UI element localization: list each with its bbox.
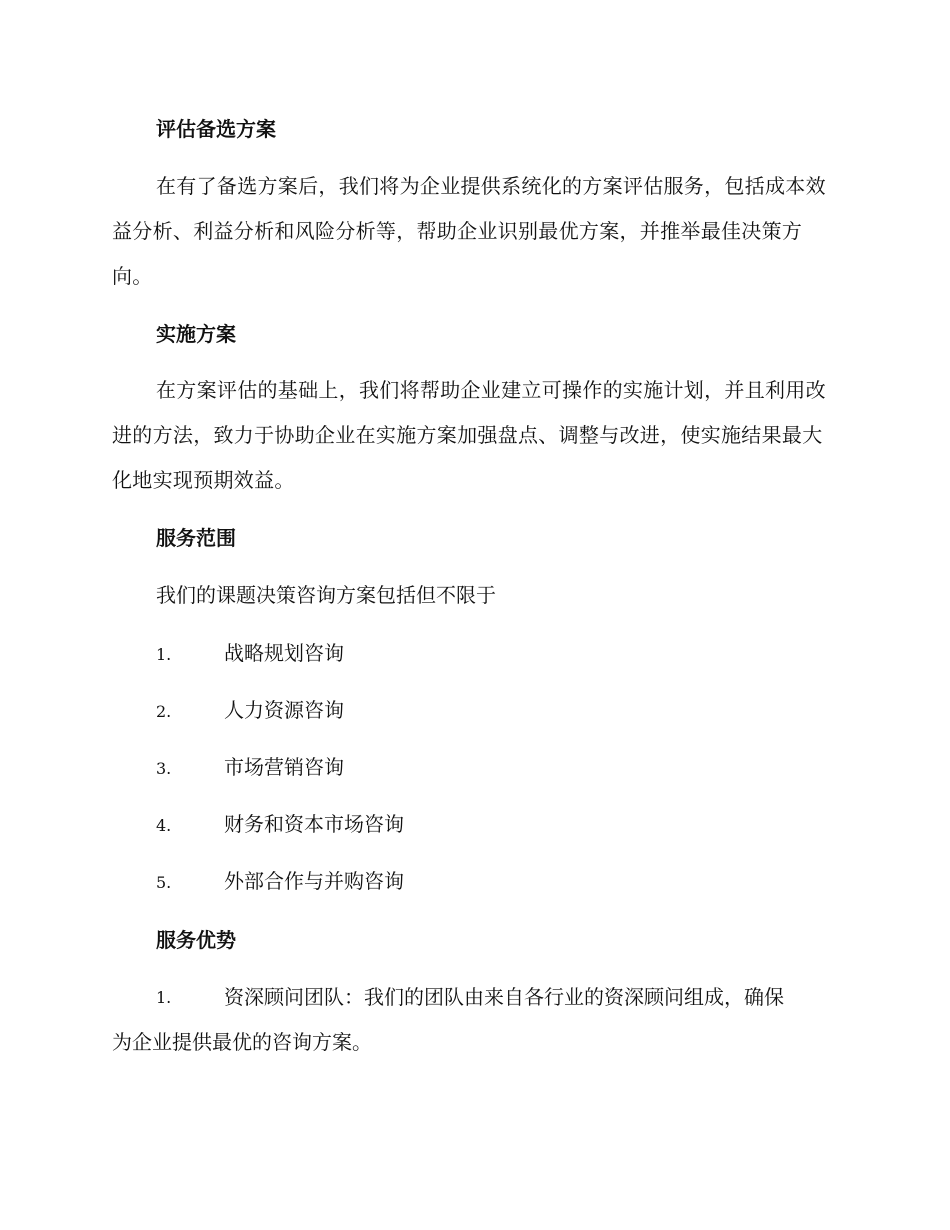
heading-service-scope: 服务范围 bbox=[156, 526, 236, 550]
list-item-text: 战略规划咨询 bbox=[224, 641, 344, 665]
paragraph-evaluate-alternatives: 在有了备选方案后，我们将为企业提供系统化的方案评估服务，包括成本效益分析、利益分析和风险分析等，帮助企业识别最优方案，并推举最佳决策方向。 bbox=[112, 174, 826, 288]
list-item-text: 外部合作与并购咨询 bbox=[224, 869, 404, 893]
list-item-number: 3. bbox=[156, 759, 172, 778]
advantage-item-first-line bbox=[112, 975, 834, 1020]
advantage-item-number: 1. bbox=[156, 988, 172, 1007]
paragraph-implementation: 在方案评估的基础上，我们将帮助企业建立可操作的实施计划，并且利用改进的方法，致力于协助企业在实施方案加强盘点、调整与改进，使实施结果最大化地实现预期效益。 bbox=[112, 378, 826, 492]
advantage-item bbox=[112, 975, 834, 1065]
service-scope-intro: 我们的课题决策咨询方案包括但不限于 bbox=[156, 583, 496, 607]
list-item-number: 5. bbox=[156, 873, 172, 892]
list-item-number: 1. bbox=[156, 645, 172, 664]
advantage-item-continuation: 为企业提供最优的咨询方案。 bbox=[112, 1030, 372, 1054]
list-item-number: 4. bbox=[156, 816, 172, 835]
list-item-text: 财务和资本市场咨询 bbox=[224, 812, 404, 836]
list-item-text: 人力资源咨询 bbox=[224, 698, 344, 722]
heading-evaluate-alternatives: 评估备选方案 bbox=[156, 117, 276, 141]
list-item-text: 市场营销咨询 bbox=[224, 755, 344, 779]
advantage-item-text: 资深顾问团队：我们的团队由来自各行业的资深顾问组成，确保 bbox=[224, 985, 784, 1009]
heading-implementation: 实施方案 bbox=[156, 322, 236, 346]
heading-service-advantages: 服务优势 bbox=[156, 928, 236, 952]
list-item-number: 2. bbox=[156, 702, 172, 721]
